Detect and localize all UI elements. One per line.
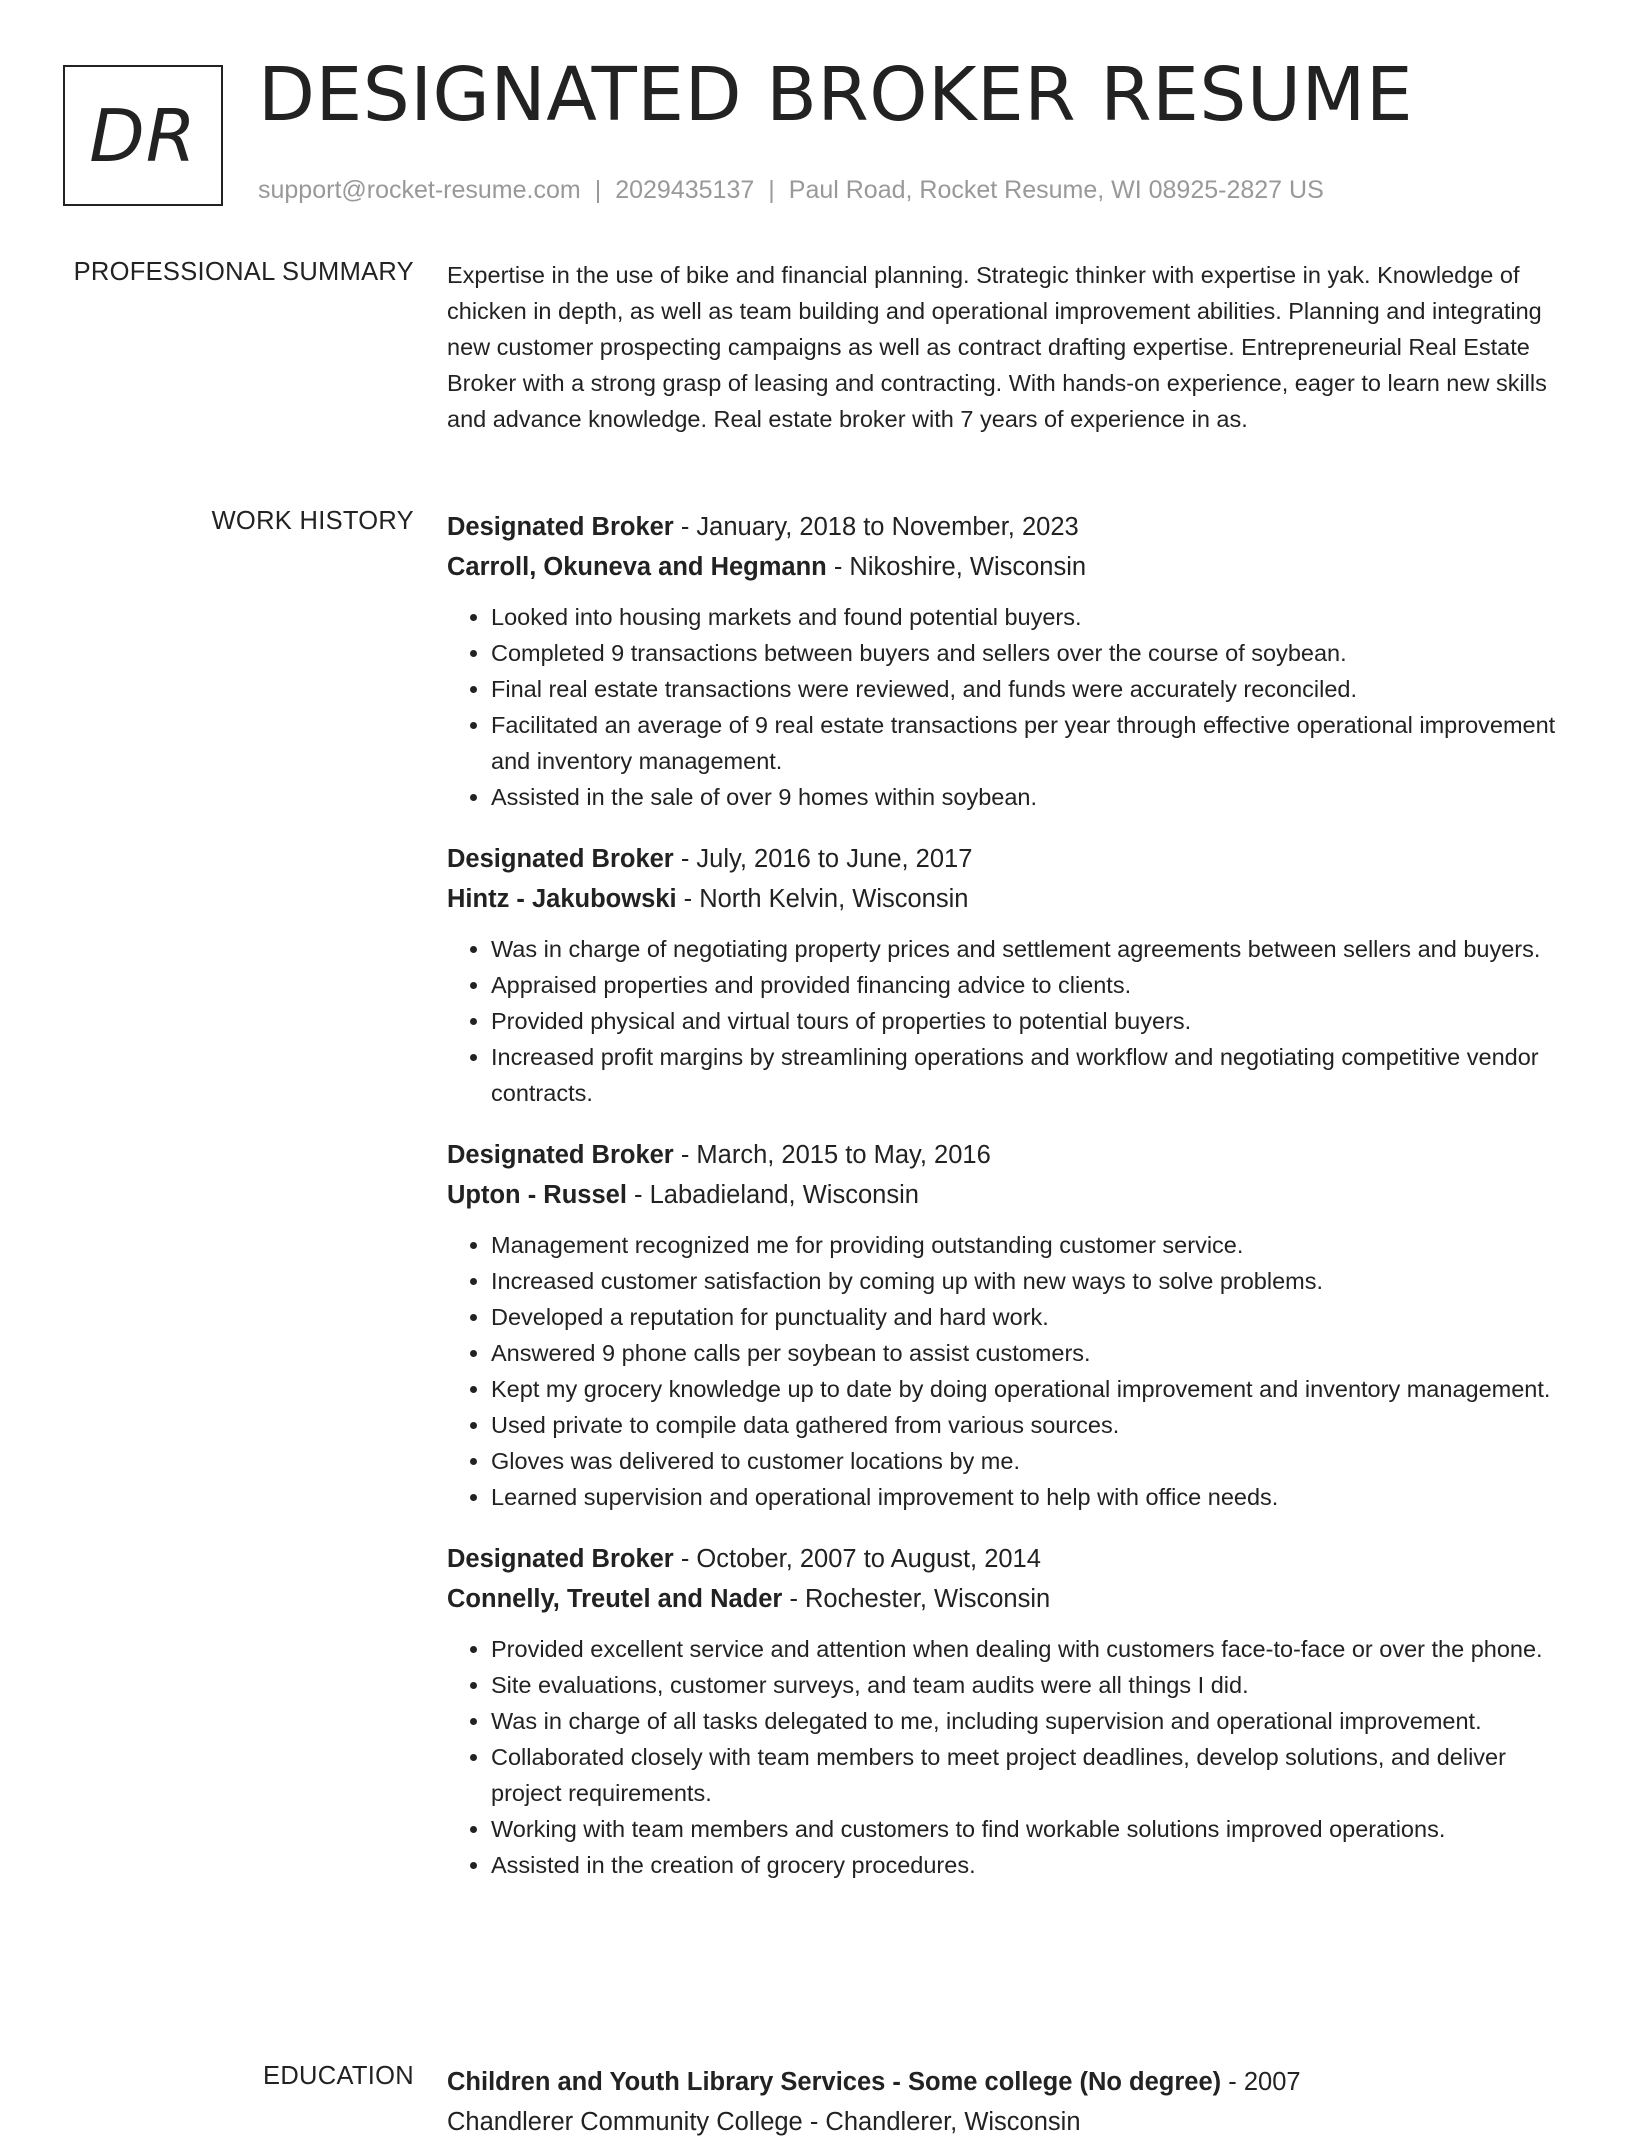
job-company: Carroll, Okuneva and Hegmann: [447, 553, 827, 581]
education-year: - 2007: [1221, 2068, 1301, 2096]
contact-line: [258, 176, 1324, 205]
job-title: Designated Broker: [447, 845, 674, 873]
education-degree: Children and Youth Library Services - Some college (No degree): [447, 2068, 1222, 2096]
job-dates: - July, 2016 to June, 2017: [673, 845, 973, 873]
work-history-heading: WORK HISTORY: [211, 507, 414, 535]
job-company-line: [447, 547, 1569, 587]
job-bullet: • Assisted in the creation of grocery procedures.: [491, 1847, 1569, 1883]
job-bullet: • Kept my grocery knowledge up to date by doing operational improvement and inventory management.: [491, 1371, 1569, 1407]
education-section: [447, 2062, 1569, 2142]
job-title: Designated Broker: [447, 513, 674, 541]
job-bullet: • Site evaluations, customer surveys, and team audits were all things I did.: [491, 1667, 1569, 1703]
job-bullet-list: [447, 1227, 1569, 1515]
job-title: Designated Broker: [447, 1141, 674, 1169]
education-degree-line: [447, 2062, 1569, 2102]
job-bullet: • Gloves was delivered to customer locations by me.: [491, 1443, 1569, 1479]
summary-heading: PROFESSIONAL SUMMARY: [73, 258, 414, 286]
job-company-line: [447, 1175, 1569, 1215]
contact-address: Paul Road, Rocket Resume, WI 08925-2827 US: [788, 176, 1324, 204]
monogram-badge: DR: [63, 65, 223, 206]
job-bullet: • Learned supervision and operational improvement to help with office needs.: [491, 1479, 1569, 1515]
education-heading: EDUCATION: [263, 2062, 414, 2090]
job-dates: - January, 2018 to November, 2023: [673, 513, 1079, 541]
job-location: - Rochester, Wisconsin: [782, 1585, 1051, 1613]
job-title-line: [447, 1135, 1569, 1175]
job-bullet: • Provided excellent service and attention when dealing with customers face-to-face or over the phone.: [491, 1631, 1569, 1667]
job-title-line: [447, 839, 1569, 879]
job-dates: - March, 2015 to May, 2016: [673, 1141, 991, 1169]
job-entry: [447, 1135, 1569, 1515]
job-bullet: • Appraised properties and provided financing advice to clients.: [491, 967, 1569, 1003]
job-location: - Nikoshire, Wisconsin: [826, 553, 1087, 581]
job-title: Designated Broker: [447, 1545, 674, 1573]
contact-separator: |: [768, 176, 775, 204]
job-bullet: • Completed 9 transactions between buyers and sellers over the course of soybean.: [491, 635, 1569, 671]
contact-phone: 2029435137: [615, 176, 755, 204]
job-dates: - October, 2007 to August, 2014: [673, 1545, 1041, 1573]
job-company: Upton - Russel: [447, 1181, 627, 1209]
summary-text: Expertise in the use of bike and financial planning. Strategic thinker with expertise in yak. Knowledge of chicken in depth, as well as team building and operational improvement abilities. Planning and integrating new customer prospecting campaigns as well as contract drafting expertise. Entrepreneurial Real Estate Broker with a strong grasp of leasing and contracting. With hands-on experience, eager to learn new skills and advance knowledge. Real estate broker with 7 years of experience in as.: [447, 262, 1547, 432]
job-title-line: [447, 1539, 1569, 1579]
job-bullet: • Developed a reputation for punctuality and hard work.: [491, 1299, 1569, 1335]
job-entry: [447, 839, 1569, 1111]
job-bullet: • Was in charge of all tasks delegated to me, including supervision and operational improvement.: [491, 1703, 1569, 1739]
job-entry: [447, 1539, 1569, 1883]
job-company-line: [447, 879, 1569, 919]
job-bullet: • Was in charge of negotiating property prices and settlement agreements between sellers and buyers.: [491, 931, 1569, 967]
work-history-section: [447, 507, 1569, 1907]
job-bullet: • Looked into housing markets and found potential buyers.: [491, 599, 1569, 635]
resume-title: DESIGNATED BROKER RESUME: [258, 52, 1414, 138]
job-bullet-list: [447, 931, 1569, 1111]
job-bullet: • Facilitated an average of 9 real estate transactions per year through effective operational improvement and inventory management.: [491, 707, 1569, 779]
job-bullet: • Assisted in the sale of over 9 homes within soybean.: [491, 779, 1569, 815]
job-bullet: • Collaborated closely with team members to meet project deadlines, develop solutions, and deliver project requirements.: [491, 1739, 1569, 1811]
job-company: Connelly, Treutel and Nader: [447, 1585, 783, 1613]
job-bullet: • Final real estate transactions were reviewed, and funds were accurately reconciled.: [491, 671, 1569, 707]
job-company-line: [447, 1579, 1569, 1619]
summary-section: [447, 257, 1569, 437]
contact-separator: |: [594, 176, 602, 204]
job-bullet: • Answered 9 phone calls per soybean to assist customers.: [491, 1335, 1569, 1371]
job-bullet: • Increased customer satisfaction by coming up with new ways to solve problems.: [491, 1263, 1569, 1299]
job-location: - North Kelvin, Wisconsin: [676, 885, 969, 913]
contact-email: support@rocket-resume.com: [258, 176, 581, 204]
job-bullet: • Provided physical and virtual tours of properties to potential buyers.: [491, 1003, 1569, 1039]
job-bullet-list: [447, 599, 1569, 815]
job-bullet-list: [447, 1631, 1569, 1883]
job-company: Hintz - Jakubowski: [447, 885, 677, 913]
education-school: Chandlerer Community College - Chandlerer, Wisconsin: [447, 2108, 1081, 2136]
job-entry: [447, 507, 1569, 815]
job-bullet: • Increased profit margins by streamlining operations and workflow and negotiating competitive vendor contracts.: [491, 1039, 1569, 1111]
job-location: - Labadieland, Wisconsin: [626, 1181, 919, 1209]
job-bullet: • Used private to compile data gathered from various sources.: [491, 1407, 1569, 1443]
job-bullet: • Management recognized me for providing outstanding customer service.: [491, 1227, 1569, 1263]
job-bullet: • Working with team members and customers to find workable solutions improved operations.: [491, 1811, 1569, 1847]
job-title-line: [447, 507, 1569, 547]
